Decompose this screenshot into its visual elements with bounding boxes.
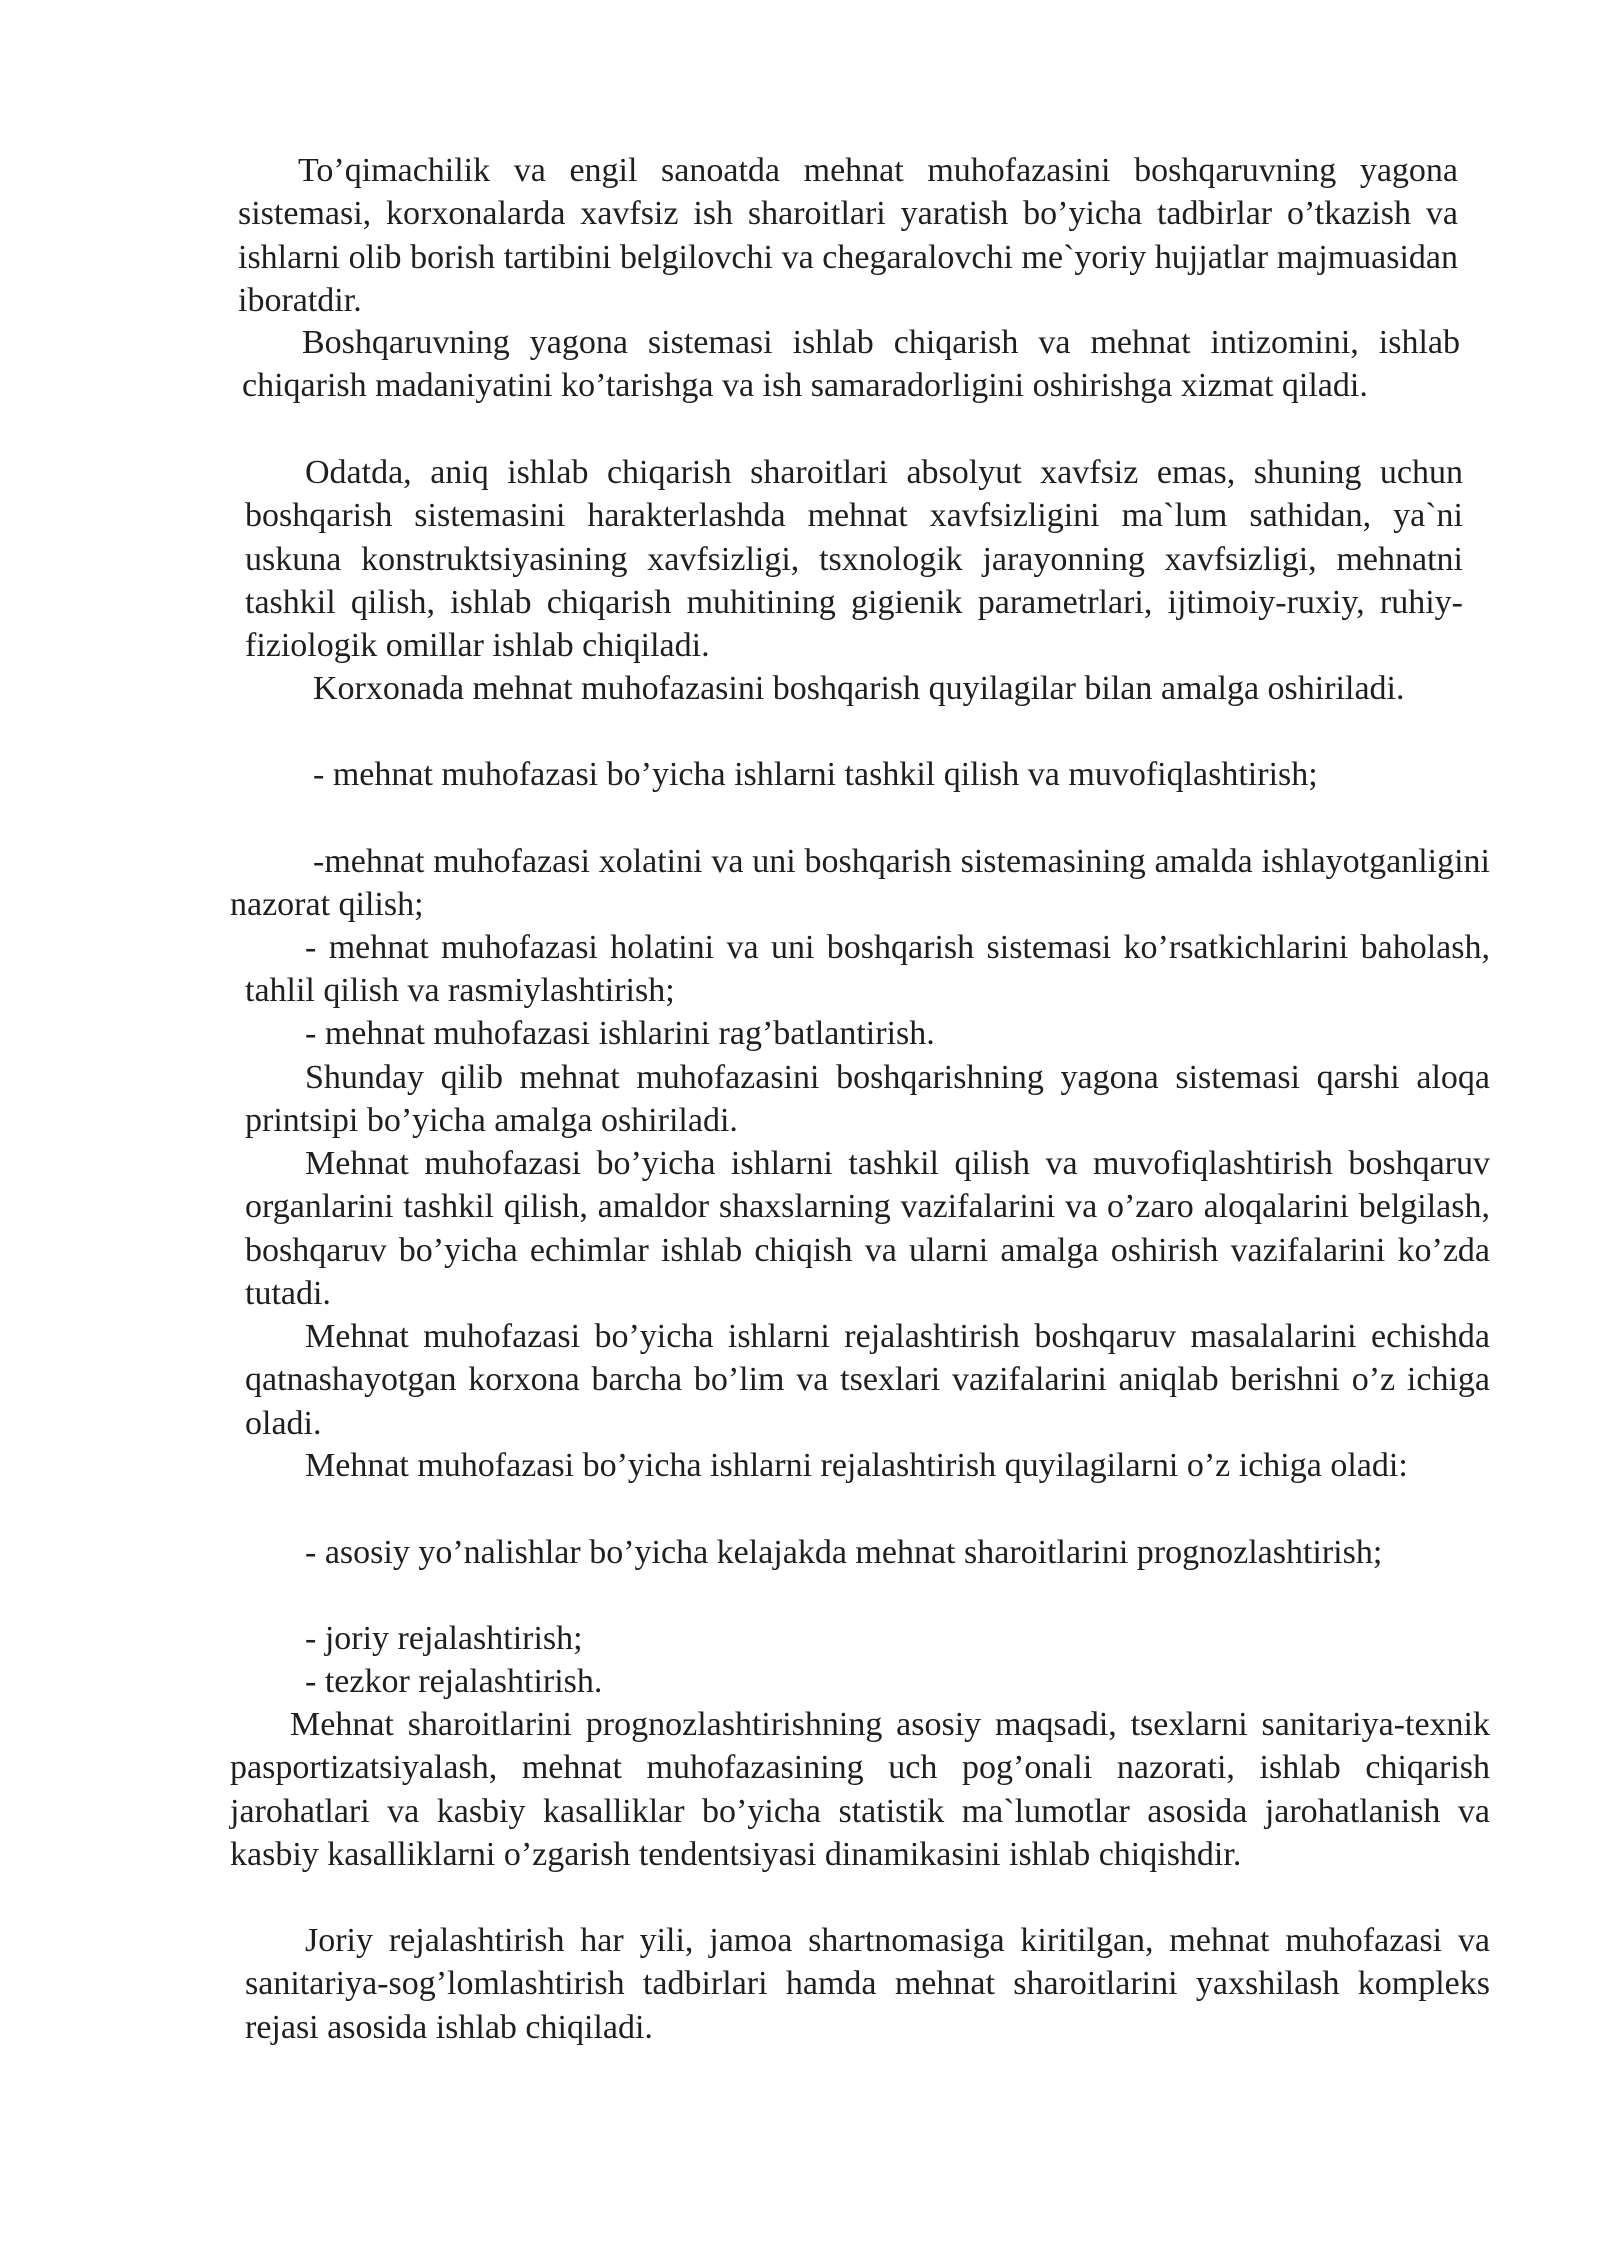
paragraph-10: Joriy rejalashtirish har yili, jamoa shartnomasiga kiritilgan, mehnat muhofazasi va sanitariya-sog’lomlashtirish tadbirlari hamda mehnat sharoitlarini yaxshilash kompleks rejasi asosida ishlab chiqiladi. — [245, 1922, 1490, 2046]
paragraph-6: Mehnat muhofazasi bo’yicha ishlarni tashkil qilish va muvofiqlashtirish boshqaruv organlarini tashkil qilish, amaldor shaxslarning vazifalarini va o’zaro aloqalarini belgilash, boshqaruv bo’yicha echimlar ishlab chiqish va ularni amalga oshirish vazifalarini ko’zda tutadi. — [245, 1145, 1490, 1312]
paragraph-1: To’qimachilik va engil sanoatda mehnat muhofazasini boshqaruvning yagona sistemasi, korxonalarda xavfsiz ish sharoitlari yaratish bo’yicha tadbirlar o’tkazish va ishlarni olib borish tartibini belgilovchi va chegaralovchi me`yoriy hujjatlar majmuasidan iboratdir. — [238, 152, 1458, 319]
list-item-2: -mehnat muhofazasi xolatini va uni boshqarish sistemasining amalda ishlayotganligini nazorat qilish; — [230, 843, 1490, 924]
paragraph-9: Mehnat sharoitlarini prognozlashtirishning asosiy maqsadi, tsexlarni sanitariya-texnik pasportizatsiyalash, mehnat muhofazasining uch pog’onali nazorati, ishlab chiqarish jarohatlari va kasbiy kasalliklar bo’yicha statistik ma`lumotlar asosida jarohatlanish va kasbiy kasalliklarni o’zgarish tendentsiyasi dinamikasini ishlab chiqishdir. — [230, 1706, 1490, 1873]
paragraph-4: Korxonada mehnat muhofazasini boshqarish quyilagilar bilan amalga oshiriladi. — [313, 670, 1405, 707]
paragraph-8: Mehnat muhofazasi bo’yicha ishlarni rejalashtirish quyilagilarni o’z ichiga oladi: — [305, 1447, 1408, 1484]
list-item-1: - mehnat muhofazasi bo’yicha ishlarni tashkil qilish va muvofiqlashtirish; — [313, 756, 1318, 793]
list-item-4: - mehnat muhofazasi ishlarini rag’batlantirish. — [305, 1015, 935, 1052]
paragraph-3: Odatda, aniq ishlab chiqarish sharoitlari absolyut xavfsiz emas, shuning uchun boshqarish sistemasini harakterlashda mehnat xavfsizligini ma`lum sathidan, ya`ni uskuna konstruktsiyasining xavfsizligi, tsxnologik jarayonning xavfsizligi, mehnatni tashkil qilish, ishlab chiqarish muhitining gigienik parametrlari, ijtimoiy-ruxiy, ruhiy-fiziologik omillar ishlab chiqiladi. — [245, 454, 1463, 665]
list-item-5: - asosiy yo’nalishlar bo’yicha kelajakda mehnat sharoitlarini prognozlashtirish; — [305, 1534, 1383, 1571]
paragraph-2: Boshqaruvning yagona sistemasi ishlab chiqarish va mehnat intizomini, ishlab chiqarish madaniyatini ko’tarishga va ish samaradorligini oshirishga xizmat qiladi. — [242, 324, 1460, 405]
list-item-7: - tezkor rejalashtirish. — [305, 1663, 603, 1700]
paragraph-5: Shunday qilib mehnat muhofazasini boshqarishning yagona sistemasi qarshi aloqa printsipi bo’yicha amalga oshiriladi. — [245, 1059, 1490, 1140]
list-item-6: - joriy rejalashtirish; — [305, 1620, 583, 1657]
list-item-3: - mehnat muhofazasi holatini va uni boshqarish sistemasi ko’rsatkichlarini baholash, tahlil qilish va rasmiylashtirish; — [245, 929, 1490, 1010]
paragraph-7: Mehnat muhofazasi bo’yicha ishlarni rejalashtirish boshqaruv masalalarini echishda qatnashayotgan korxona barcha bo’lim va tsexlari vazifalarini aniqlab berishni o’z ichiga oladi. — [245, 1318, 1490, 1442]
